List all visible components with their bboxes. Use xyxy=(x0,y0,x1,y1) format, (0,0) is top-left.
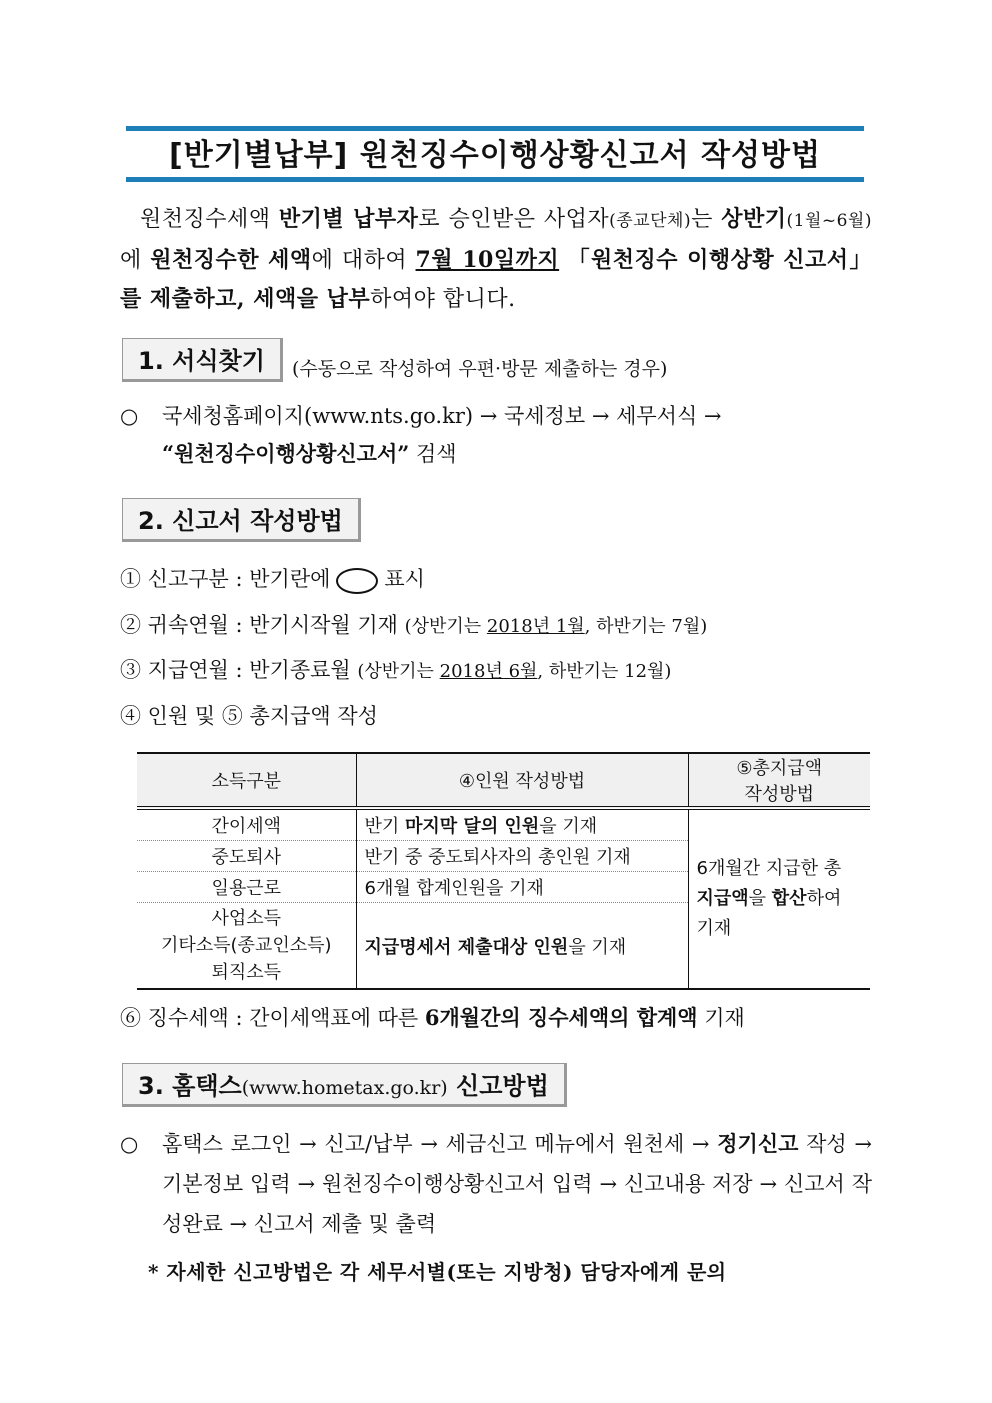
bullet-hometax-steps: ○ 홈택스 로그인 → 신고/납부 → 세금신고 메뉴에서 원천세 → 정기신고 작성 → 기본정보 입력 → 원천징수이행상황신고서 입력 → 신고내용 저장 → 신고서 작성완료 → 신고서 제출 및 출력 xyxy=(120,1124,872,1244)
item-6: ⑥ 징수세액 : 간이세액표에 따른 6개월간의 징수세액의 합계액 기재 xyxy=(120,1005,745,1030)
bullet-mark: ○ xyxy=(120,1132,139,1156)
table-row: 간이세액 반기 마지막 달의 인원을 기재 6개월간 지급한 총 지급액을 합산하여 기재 xyxy=(137,808,870,841)
item-2: ② 귀속연월 : 반기시작월 기재 (상반기는 2018년 1월, 하반기는 7월) xyxy=(120,613,708,637)
header-income-type: 소득구분 xyxy=(137,753,356,808)
bullet-text: 국세청홈페이지(www.nts.go.kr) → 국세정보 → 세무서식 → xyxy=(162,404,722,428)
section-1-note: (수동으로 작성하여 우편·방문 제출하는 경우) xyxy=(292,358,668,380)
intro-paragraph: 원천징수세액 반기별 납부자로 승인받은 사업자(종교단체)는 상반기(1월~6월)에 원천징수한 세액에 대하여 7월 10일까지 「원천징수 이행상황 신고서」를 제출하고, 세액을 납부하여야 합니다. xyxy=(120,206,873,312)
header-headcount: ④인원 작성방법 xyxy=(356,753,688,808)
method-table xyxy=(137,752,870,990)
table-row: 사업소득 기타소득(종교인소득) 퇴직소득 지급명세서 제출대상 인원을 기재 xyxy=(137,903,870,990)
item-3: ③ 지급연월 : 반기종료월 (상반기는 2018년 6월, 하반기는 12월) xyxy=(120,658,672,682)
total-pay-method: 6개월간 지급한 총 지급액을 합산하여 기재 xyxy=(688,808,870,989)
bullet-mark: ○ xyxy=(120,404,139,428)
section-1-heading: 1. 서식찾기 xyxy=(122,338,283,382)
item-1: ① 신고구분 : 반기란에 표시 xyxy=(120,564,425,594)
item-4: ④ 인원 및 ⑤ 총지급액 작성 xyxy=(120,704,378,728)
form-name: “원천징수이행상황신고서” xyxy=(162,441,410,466)
circle-mark-icon xyxy=(336,568,378,594)
footnote: * 자세한 신고방법은 각 세무서별(또는 지방청) 담당자에게 문의 xyxy=(148,1260,727,1284)
table-row: 일용근로 6개월 합계인원을 기재 xyxy=(137,872,870,903)
table-row: 중도퇴사 반기 중 중도퇴사자의 총인원 기재 xyxy=(137,841,870,872)
bullet-find-form: ○ 국세청홈페이지(www.nts.go.kr) → 국세정보 → 세무서식 → “원천징수이행상황신고서” 검색 xyxy=(120,397,872,473)
page-title: [반기별납부] 원천징수이행상황신고서 작성방법 xyxy=(169,138,821,173)
section-2-heading: 2. 신고서 작성방법 xyxy=(122,498,361,542)
header-total-pay: ⑤총지급액 작성방법 xyxy=(688,753,870,808)
title-rule-bottom xyxy=(126,177,864,182)
section-3-heading: 3. 홈택스(www.hometax.go.kr) 신고방법 xyxy=(122,1063,567,1107)
